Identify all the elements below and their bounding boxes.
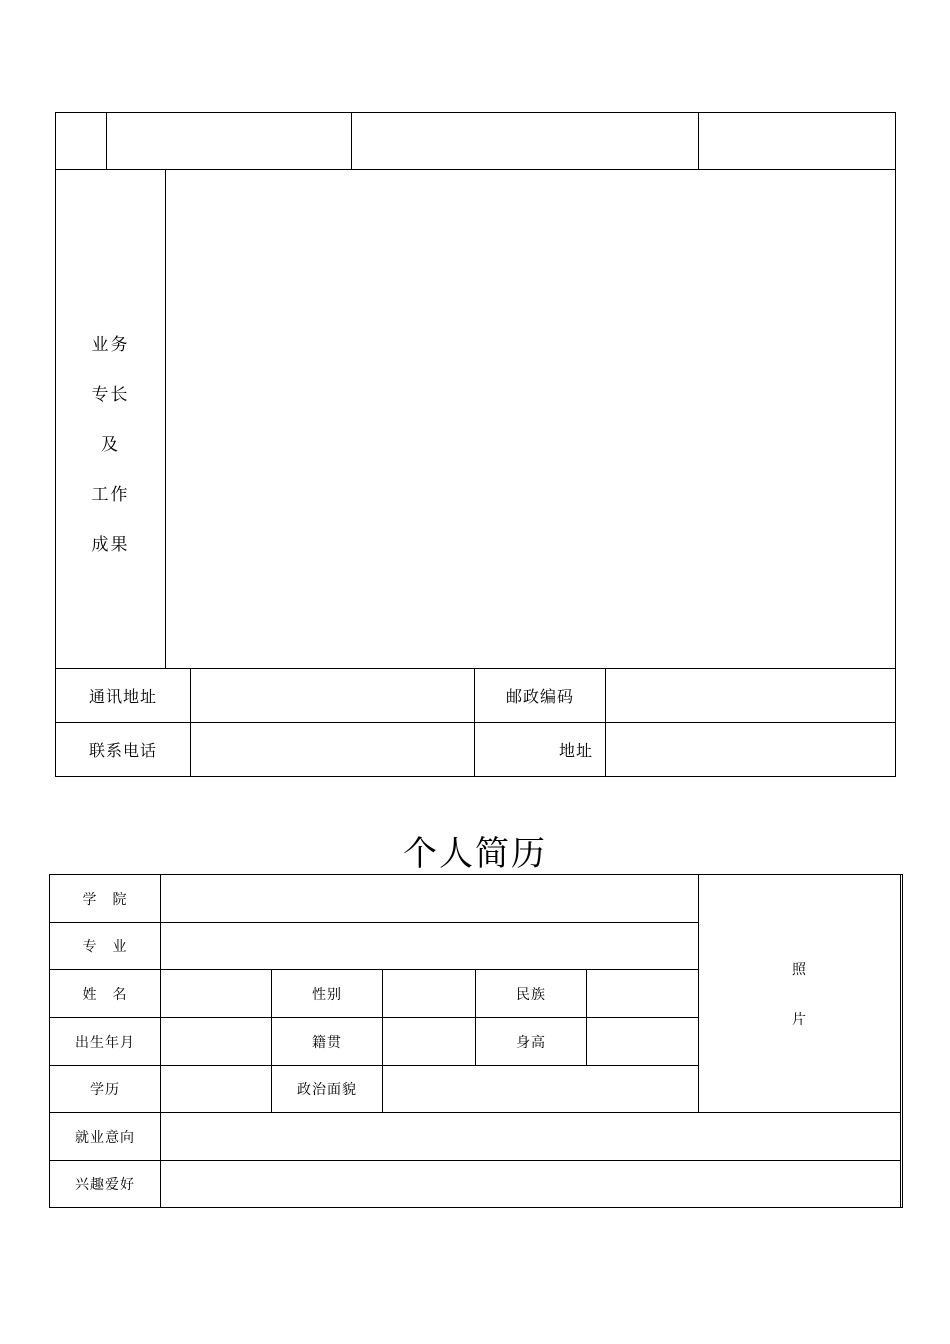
- expertise-label-line: 工作: [91, 485, 130, 505]
- table-border: [900, 874, 901, 1208]
- political-status-field[interactable]: [383, 1066, 698, 1112]
- mailing-address-field[interactable]: [191, 669, 474, 722]
- gender-label: 性别: [312, 986, 342, 1003]
- photo-label-line: 片: [792, 1012, 806, 1028]
- education-field[interactable]: [161, 1066, 271, 1112]
- postal-code-field[interactable]: [606, 669, 895, 722]
- address-field[interactable]: [606, 723, 895, 776]
- birth-date-field[interactable]: [161, 1018, 271, 1065]
- political-status-label: 政治面貌: [297, 1082, 357, 1098]
- resume-title: 个人简历: [403, 834, 547, 874]
- table-border: [902, 874, 903, 1208]
- hobbies-field[interactable]: [161, 1161, 900, 1207]
- postal-code-label: 邮政编码: [505, 687, 574, 706]
- top-row-cell-3[interactable]: [352, 113, 698, 169]
- expertise-label-line: 业务: [91, 335, 130, 355]
- table-border: [55, 776, 896, 777]
- expertise-label-line: 成果: [91, 535, 130, 555]
- height-label: 身高: [516, 1034, 546, 1051]
- job-intention-field[interactable]: [161, 1113, 900, 1160]
- birth-date-label: 出生年月: [75, 1034, 135, 1051]
- expertise-field[interactable]: [166, 170, 895, 668]
- mailing-address-label: 通讯地址: [88, 687, 157, 706]
- photo-label: [699, 950, 899, 1050]
- address-label: 地址: [558, 741, 593, 760]
- table-border: [49, 1207, 902, 1208]
- major-label: 专 业: [82, 939, 128, 955]
- major-field[interactable]: [161, 923, 698, 969]
- ethnicity-label: 民族: [516, 986, 546, 1003]
- photo-label-line: 照: [792, 962, 806, 978]
- hobbies-label: 兴趣爱好: [75, 1177, 135, 1193]
- top-row-cell-2[interactable]: [107, 113, 351, 169]
- top-row-cell-1[interactable]: [56, 113, 106, 169]
- ethnicity-field[interactable]: [587, 970, 698, 1017]
- job-intention-label: 就业意向: [75, 1129, 135, 1146]
- gender-field[interactable]: [383, 970, 475, 1017]
- phone-label: 联系电话: [88, 741, 157, 760]
- phone-field[interactable]: [191, 723, 474, 776]
- native-place-label: 籍贯: [312, 1034, 342, 1051]
- expertise-label-line: 及: [101, 435, 120, 455]
- college-label: 学 院: [82, 891, 128, 908]
- name-label: 姓 名: [82, 986, 128, 1003]
- education-label: 学历: [90, 1082, 120, 1098]
- height-field[interactable]: [587, 1018, 698, 1065]
- name-field[interactable]: [161, 970, 271, 1017]
- college-field[interactable]: [161, 875, 698, 922]
- table-border: [895, 112, 896, 777]
- expertise-label-line: 专长: [91, 385, 130, 405]
- native-place-field[interactable]: [383, 1018, 475, 1065]
- top-row-cell-4[interactable]: [699, 113, 895, 169]
- expertise-label: [56, 320, 165, 570]
